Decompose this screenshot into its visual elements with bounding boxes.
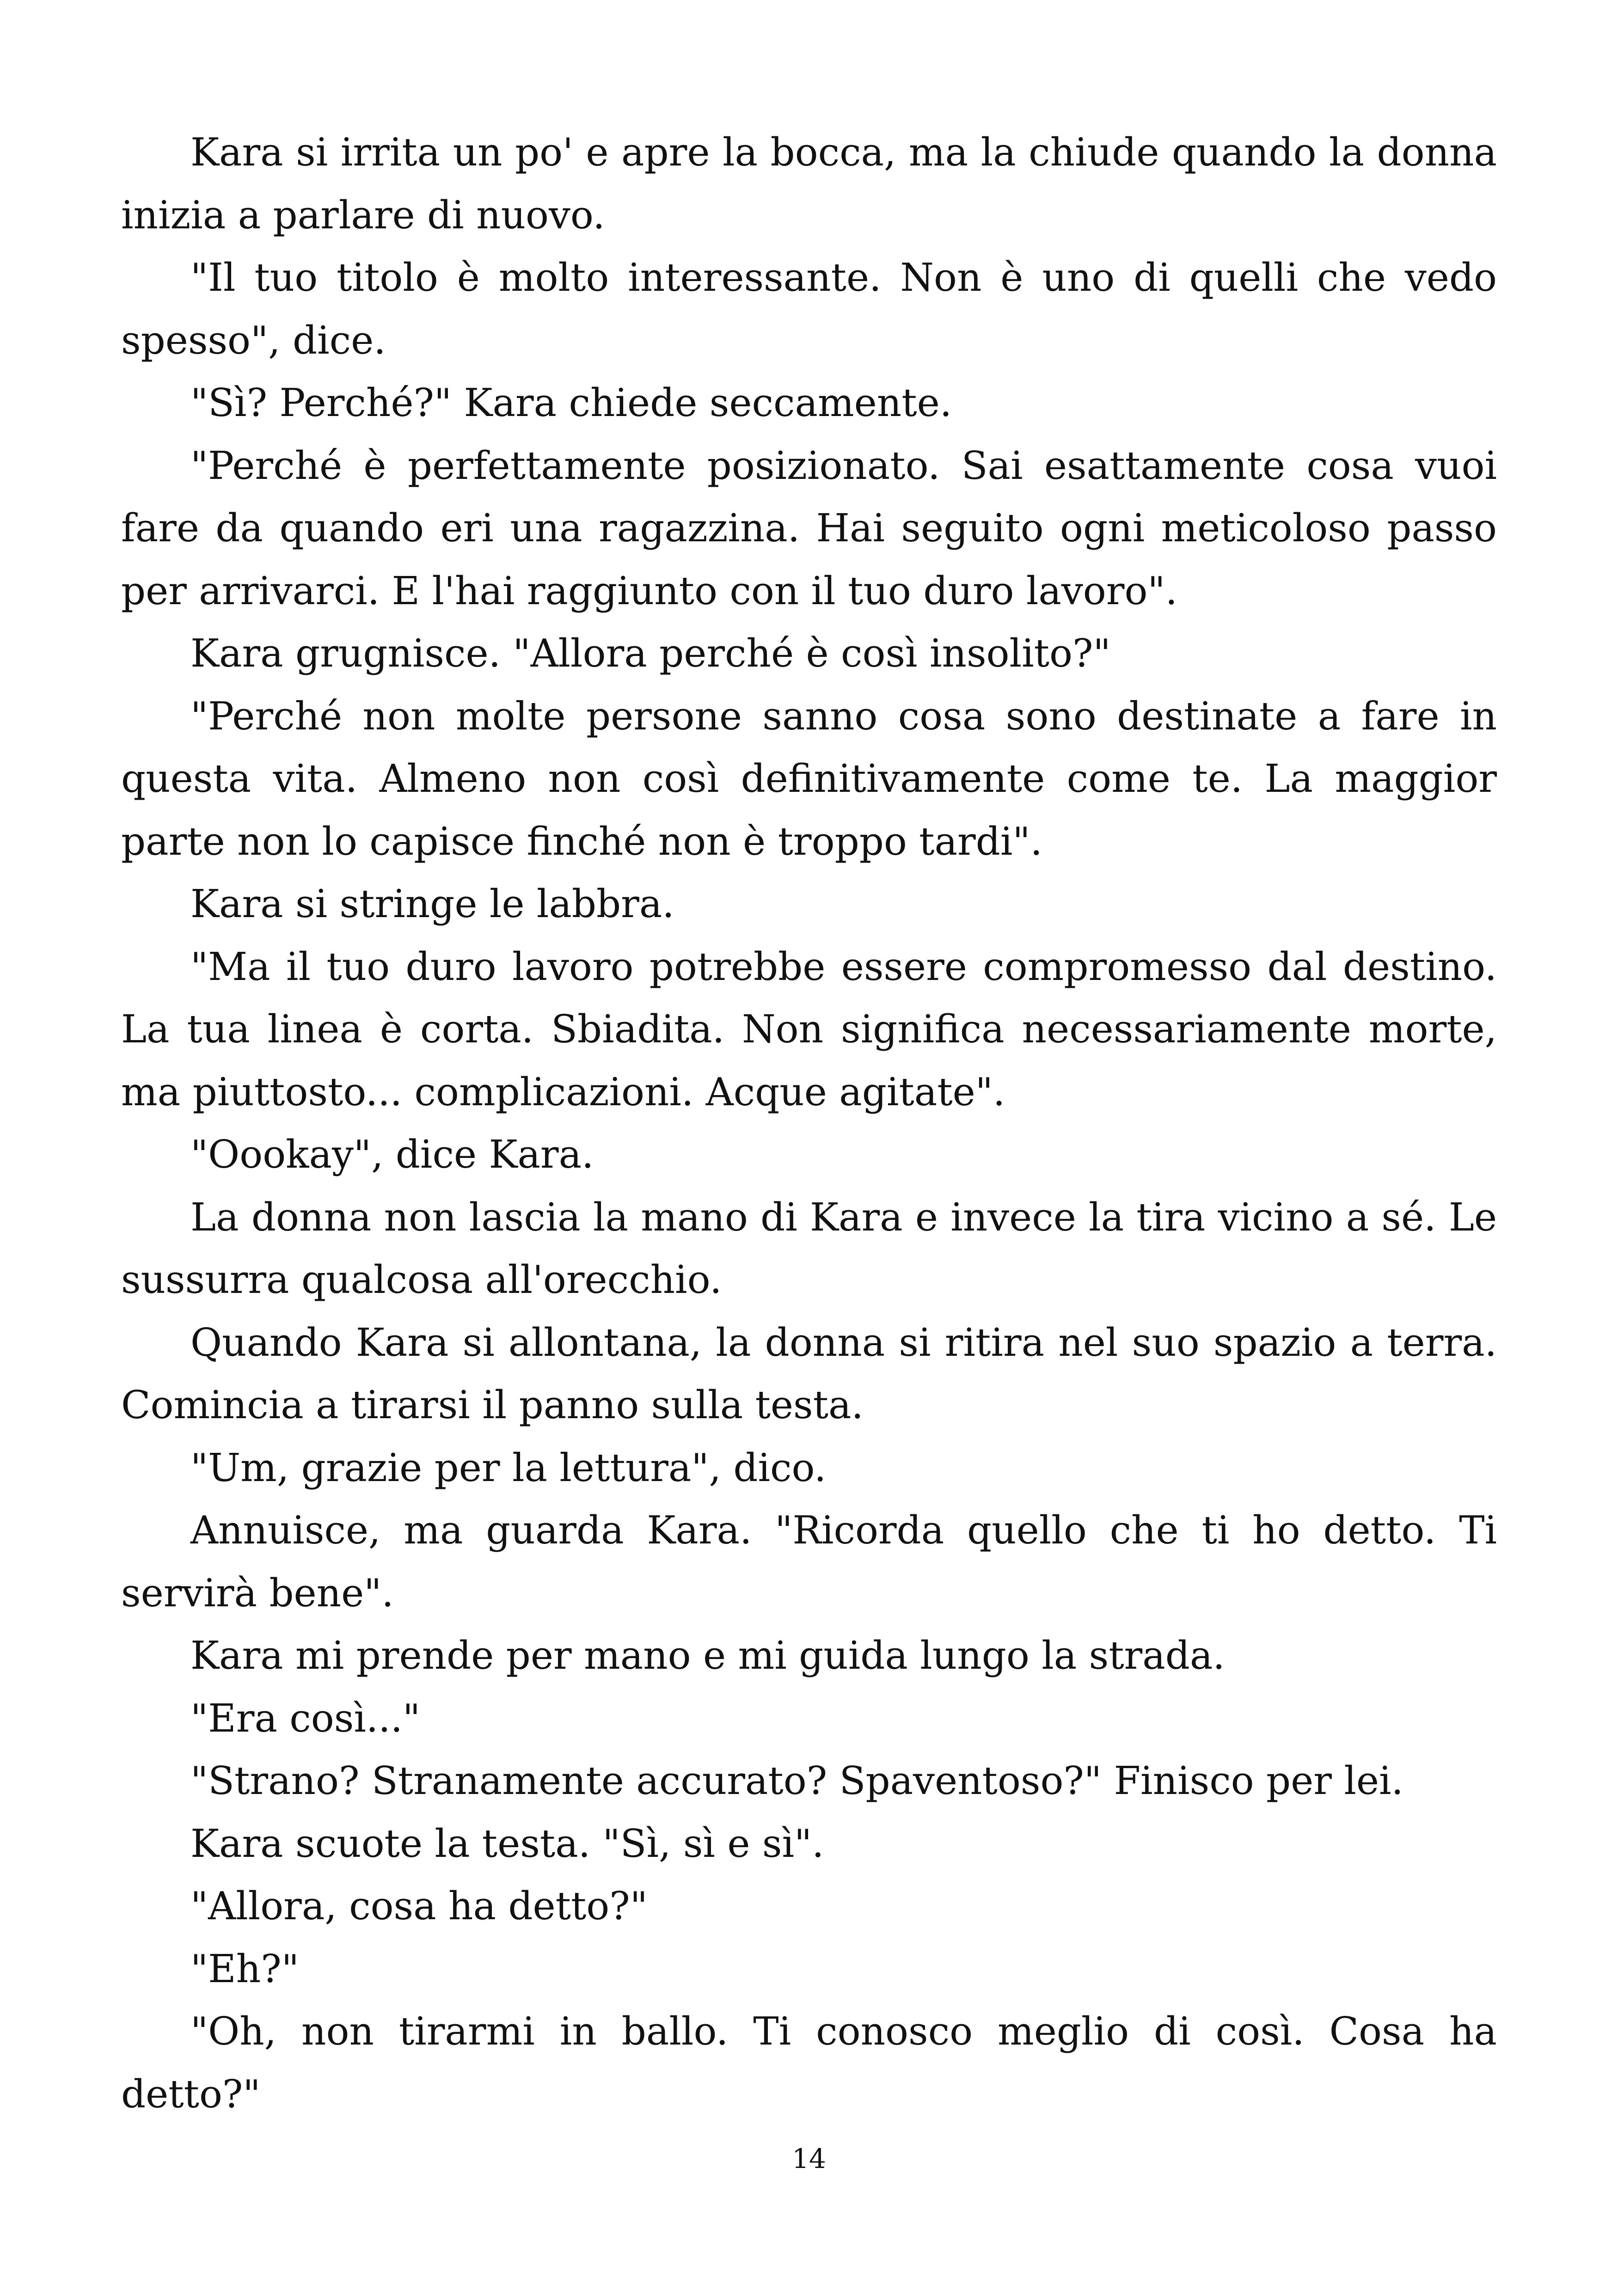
paragraph: "Oookay", dice Kara.	[190, 1132, 594, 1177]
page-number: 14	[792, 2143, 826, 2174]
paragraph: "Era così..."	[190, 1696, 421, 1741]
paragraph: "Perché non molte persone sanno cosa sono destinate a fare in questa vita. Almeno non così definitivamente come te. La maggior parte non lo capisce finché non è troppo tardi".	[121, 693, 1497, 864]
paragraph: "Allora, cosa ha detto?"	[190, 1884, 648, 1929]
paragraph: Annuisce, ma guarda Kara. "Ricorda quello che ti ho detto. Ti servirà bene".	[121, 1508, 1497, 1616]
paragraph: La donna non lascia la mano di Kara e invece la tira vicino a sé. Le sussurra qualcosa all'orecchio.	[121, 1194, 1497, 1302]
paragraph: "Oh, non tirarmi in ballo. Ti conosco meglio di così. Cosa ha detto?"	[121, 2009, 1497, 2117]
paragraph: "Sì? Perché?" Kara chiede seccamente.	[190, 380, 952, 425]
paragraph: Quando Kara si allontana, la donna si ritira nel suo spazio a terra. Comincia a tirarsi il panno sulla testa.	[121, 1320, 1497, 1427]
paragraph: Kara mi prende per mano e mi guida lungo la strada.	[190, 1633, 1225, 1678]
paragraph: "Strano? Stranamente accurato? Spaventoso?" Finisco per lei.	[190, 1758, 1403, 1803]
paragraph: "Um, grazie per la lettura", dico.	[190, 1445, 827, 1490]
paragraph: Kara si irrita un po' e apre la bocca, ma la chiude quando la donna inizia a parlare di nuovo.	[121, 130, 1497, 238]
paragraph: "Il tuo titolo è molto interessante. Non è uno di quelli che vedo spesso", dice.	[121, 255, 1497, 363]
paragraph: "Ma il tuo duro lavoro potrebbe essere compromesso dal destino. La tua linea è corta. Sbiadita. Non significa necessariamente morte, ma piuttosto... complicazioni. Acque agitate".	[121, 944, 1497, 1114]
paragraph: "Perché è perfettamente posizionato. Sai esattamente cosa vuoi fare da quando eri una ragazzina. Hai seguito ogni meticoloso passo per arrivarci. E l'hai raggiunto con il tuo duro lavoro".	[121, 443, 1497, 613]
paragraph: Kara scuote la testa. "Sì, sì e sì".	[190, 1821, 824, 1866]
paragraph: Kara si stringe le labbra.	[190, 882, 674, 926]
paragraph: "Eh?"	[190, 1946, 299, 1991]
paragraph: Kara grugnisce. "Allora perché è così insolito?"	[190, 631, 1111, 676]
body-text	[121, 121, 1497, 2125]
